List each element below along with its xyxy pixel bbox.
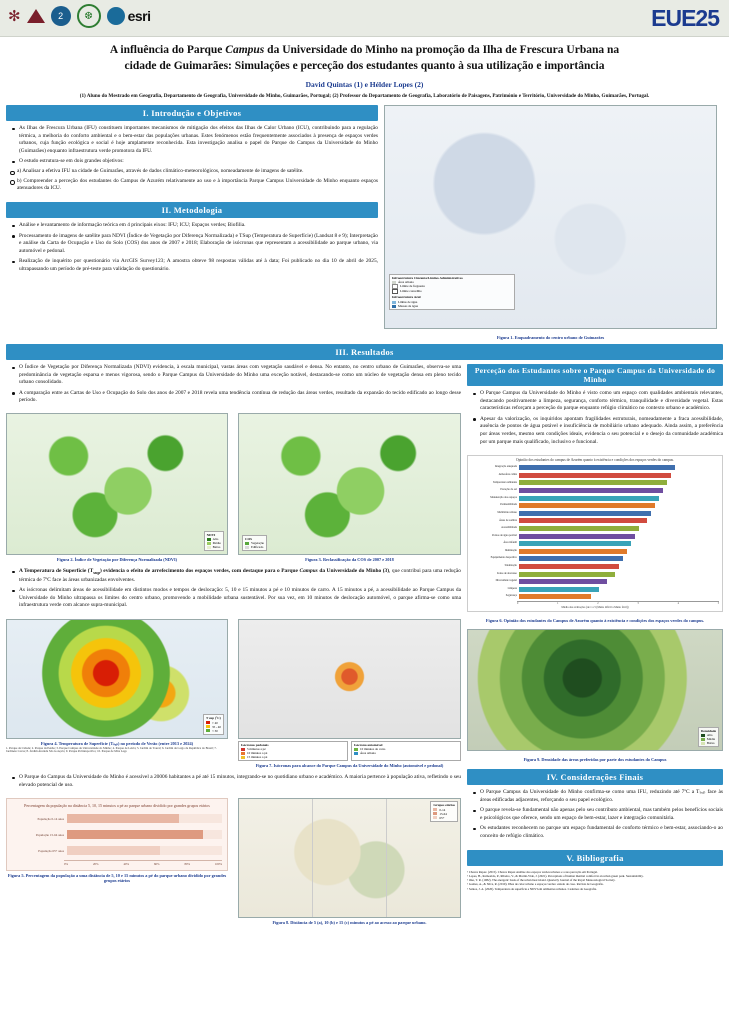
figure-5-chart-title: Percentagem da população na distância 5, 10, 15 minutos a pé ao parque urbano dividido por grandes grupos etários — [24, 802, 210, 808]
dna-logo-icon: ❆ — [77, 4, 101, 28]
top-row — [6, 105, 723, 340]
fig4-fig7-row — [6, 619, 461, 769]
figure-5-chart — [6, 798, 228, 871]
intro-sub-a: a) Analisar a efetiva IFU na cidade de Guimarães, através de dados climático-meteorológicos, nomeadamente de imagens de satélite. — [12, 168, 378, 176]
chart6-row: Iluminação — [471, 548, 719, 555]
metodologia-text — [6, 222, 378, 276]
percecao-bullet-1: O Parque Campus da Universidade do Minho é visto como um espaço com qualidades ambientais relevantes, destacando positivamente a limpeza, segurança, conforto térmico, tranquilidade e diversidade vegetal. Estas características reforçam a perceção do parque enquanto refúgio climático no contexto urbano e académico. — [475, 390, 723, 413]
figure1-column — [384, 105, 717, 340]
figure-2-map — [6, 413, 228, 555]
intro-bullet-2: O estudo estrutura-se em dois grandes objetivos: — [14, 158, 378, 166]
figure-3-legend: COS Vegetação Edificado — [242, 535, 267, 552]
results-bullet-4: As isócronas delimitam áreas de acessibilidade em distintos modos e tempos de deslocação: 5, 10 e 15 minutos a pé e 10 minutos de carro. A 15 minutos a pé, a acessibilidade ao Parque Campus da Universidade do Minho ultrapassa os limites do centro urbano, promovendo a mobilidade urbana sustentável. Por sua vez, em 10 minutos de deslocação automóvel, o parque afirma-se como uma infraestrutura verde com alcance supra-municipal. — [14, 587, 461, 610]
section-intro-header: I. Introdução e Objetivos — [6, 105, 378, 121]
fig5-fig8-row — [6, 798, 461, 925]
section-resultados-header: III. Resultados — [6, 344, 723, 360]
figure-4-map — [6, 619, 228, 739]
left-top-column — [6, 105, 378, 340]
figure-4-block — [6, 619, 228, 769]
biblio-item: • Oke, T. R. (1982). The energetic basis of the urban heat island. Quarterly Journal of the Royal Meteorological Society. — [467, 878, 616, 883]
results-text-mid — [6, 568, 461, 612]
figure-7-caption: Figura 7. Isócronas para alcance do Parque Campus da Universidade do Minho (automóvel e pedonal) — [255, 763, 444, 769]
poster-body — [0, 101, 729, 925]
chart6-row: Equipamento desportivo — [471, 555, 719, 562]
consideracoes-text — [467, 789, 723, 843]
figure-6-caption: Figura 6. Opinião dos estudantes do Campus de Azurém quanto à existência e condições dos espaços verdes do campus. — [485, 618, 705, 624]
chart5-x-axis: 0% 20% 40% 60% 80% 100% — [64, 862, 222, 867]
chart6-row: Mobiliário urbano — [471, 510, 719, 517]
consideracoes-bullet-2: O parque revela-se fundamental não apenas pelo seu contributo ambiental, mas também pelos benefícios sociais e psicológicos que oferece, sendo um espaço de bem-estar, lazer e integração comunitária. — [475, 807, 723, 822]
consideracoes-bullet-3: Os estudantes reconhecem no parque um espaço fundamental de conforto térmico e bem-estar, associando-o ao conceito de refúgio climático. — [475, 825, 723, 840]
chart6-row: Limpeza — [471, 586, 719, 593]
metodologia-bullet-3: Realização de inquérito por questionário via ArcGIS Survey123; A amostra obteve 98 respostas válidas até à data; Foi publicado no dia 10 de abril de 2025, ultrapassando um período de pré-teste para validação do questionário. — [14, 258, 378, 273]
biblio-item: • Santos, J. A. (2020). Temperatura de superfície e NDVI em ambientes urbanos. Cadernos de Geografia. — [467, 886, 597, 891]
figure-9-caption: Figura 9. Densidade das áreas preferidas por parte dos estudantes do Campus — [523, 757, 667, 763]
lab-logo-icon: 2 — [51, 6, 71, 26]
figure-6-chart-title: Opinião dos estudantes do campus de Azurém quanto à existência e condições dos espaços verdes do campus. — [516, 457, 674, 462]
figure-3-map — [238, 413, 461, 555]
page-title: A influência do Parque Campus da Universidade do Minho na promoção da Ilha de Frescura Urbana na cidade de Guimarães: Simulações e perceção dos estudantes quanto à sua utilização e importância — [109, 44, 620, 72]
authors: David Quintas (1) e Hélder Lopes (2) — [305, 80, 424, 90]
chart6-row: Proteção do sol — [471, 487, 719, 494]
results-bullet-5: O Parque do Campus da Universidade do Minho é acessível a 20006 habitantes a pé até 15 minutos, integrando-se no quotidiano urbano e académico. A maioria pertence à população ativa, refletindo o seu elevado potencial de uso. — [14, 774, 461, 789]
chart6-row: Diversidade vegetal — [471, 578, 719, 585]
figure-5-caption: Figura 5. Percentagem da população a uma distância de 5, 10 e 15 minutos a pé do parque urbano dividido por grandes grupos etários — [7, 873, 227, 884]
poster-header — [0, 0, 729, 37]
consideracoes-bullet-1: O Parque Campus da Universidade do Minho confirma-se como uma IFU, reduzindo até 7ºC a Tₛᵤₚ face às áreas edificadas adjacentes, reforçando o seu papel ecológico. — [475, 789, 723, 804]
chart5-row: População 65+ anos — [12, 844, 222, 857]
chart6-row: Zonas de descanso — [471, 571, 719, 578]
chart6-row: Segurança — [471, 593, 719, 600]
chart6-row: Sinalização — [471, 563, 719, 570]
figure-6-chart — [467, 455, 723, 613]
metodologia-bullet-2: Processamento de imagens de satélite para NDVI (Índice de Vegetação por Diferença Normalizada) e TSup (Temperatura de Superfície) (Landsat 8 e 9); Interpretação e análise da Carta de Ocupação e Uso do Solo (COS) dos anos de 2007 e 2018; Elaboração de isócronas que representam a acessibilidade ao parque urbano, via automóvel e pedonal. — [14, 233, 378, 256]
globe-icon — [107, 7, 125, 25]
chart6-x-label: Média das avaliações (de 1 a 5 (Muito difícil a Muito fácil)) — [561, 606, 629, 610]
chart5-row: População 15-64 anos — [12, 828, 222, 841]
chart6-row: Manutenção dos espaços — [471, 495, 719, 502]
chart6-row: Atmosfera calma — [471, 472, 719, 479]
figure-3-block — [238, 413, 461, 562]
results-text-top — [6, 364, 461, 407]
esri-wordmark: esri — [127, 8, 151, 24]
chart6-row: Temperatura ambiente — [471, 479, 719, 486]
logo-strip — [8, 4, 151, 28]
figure-8-caption: Figura 8. Distância de 5 (a), 10 (b) e 15 (c) minutos a pé ao acesso ao parque urbano. — [272, 919, 427, 925]
event-badge: EUE25 — [651, 5, 719, 31]
figure-2-legend: NDVI Alto Médio Baixo — [204, 531, 224, 552]
results-bullet-2: A comparação entre as Cartas de Uso e Ocupação do Solo dos anos de 2007 e 2018 revela uma tendência contínua de redução das áreas verdes, resultado da expansão do tecido edificado ao longo desse período. — [14, 390, 461, 405]
figure-2-block — [6, 413, 228, 562]
university-minho-logo-icon: ✻ — [8, 8, 21, 25]
esri-logo — [107, 7, 151, 25]
figure-7-block — [238, 619, 461, 769]
chart6-row: Permeabilidade — [471, 502, 719, 509]
chart6-row: Acessibilidade — [471, 525, 719, 532]
section-percecao-header: Perceção dos Estudantes sobre o Parque Campus da Universidade do Minho — [467, 364, 723, 386]
biblio-item: • Gomes, A., & Silva, R. (2019). Ilhas de calor urbano e espaços verdes: estudo de caso. Revista de Geografia. — [467, 882, 604, 887]
affiliation: (1) Aluno do Mestrado em Geografia, Departamento de Geografia, Universidade do Minho, Guimarães, Portugal; (2) Professor do Departamento de Geografia, Laboratório de Paisagens, Património e Território, Universidade do Minho, Guimarães, Portugal. — [79, 93, 650, 100]
chart6-row: Área infantil — [471, 540, 719, 547]
figure-3-caption: Figura 3. Reclassificação da COS de 2007 e 2018 — [305, 557, 394, 563]
figure-7-map — [238, 619, 461, 739]
figure-7-legend: Isócronas pedonais 5 minutos a pé 10 minutos a pé 15 minutos a pé Isócrona automóvel 10 minutos de carro Área urbana — [238, 741, 461, 762]
biblio-item: • Lopes, H., Remoaldo, P., Ribeiro, V., & Martín-Vide, J. (2021). Perceptions of human thermal comfort in an urban green park. Sustainability. — [467, 874, 644, 879]
percecao-text — [467, 390, 723, 449]
figure-5-block — [6, 798, 228, 925]
biblio-item: • Chaves Rapaz. (2015). Chaves Rapaz Análise dos espaços verdes urbanos e a sua perceção em Portugal. — [467, 869, 598, 874]
figure-9-map — [467, 629, 723, 751]
results-bullet-1: O Índice de Vegetação por Diferença Normalizada (NDVI) evidencia, à escala municipal, vastas áreas com vegetação saudável e densa. No entanto, no centro urbano de Guimarães, observa-se uma predominância de vegetação esparsa e menos vigorosa, sendo o Parque Campus da Universidade do Minho uma exceção notável, destacando-se como um núcleo de vegetação densa em pleno tecido urbano consolidado. — [14, 364, 461, 387]
chart6-row: Pontos de água potável — [471, 533, 719, 540]
intro-sub-b: b) Compreender a perceção dos estudantes do Campus de Azurém relativamente ao uso e à importância Parque Campus Universidade do Minho enquanto espaços atenuadores da ICU. — [12, 178, 378, 193]
figure-4-footnote: 1. Parque da Cidade; 2. Parque da Penha; 3. Parque Campus da Universidade do Minho; 4. Parque de Leiria; 5. Jardim do Toural; 6. Jardim da Largo da República do Brasil; 7. Jardinete Cavas; 8. Jardim Avenida São Gonçalo; 9. Parque Polidesportivo; 10. Parque de Mira Lago — [6, 745, 217, 754]
title-block — [0, 37, 729, 101]
results-row — [6, 364, 723, 925]
figure-4-legend: T sup (ºC) > 40 35 - 40 < 30 — [203, 714, 224, 735]
results-bullet-3: A Temperatura de Superfície $(T_{sup})$ evidencia o efeito de arrefecimento dos espaços verdes, com destaque para o Parque Campus da Universidade do Minho (3), que contribui para uma redução térmica de 7ºC face às áreas urbanizadas envolventes. — [14, 568, 461, 584]
section-metodologia-header: II. Metodologia — [6, 202, 378, 218]
results-right-column — [467, 364, 723, 925]
chart6-row: Integração adequada — [471, 464, 719, 471]
percecao-bullet-2: Apesar da valorização, os inquiridos apontam fragilidades estruturais, nomeadamente a fraca acessibilidade, ausência de pontos de água potável e insuficiência de mobiliário urbano adequado. Ainda assim, a preferência por áreas verdes, mesmo sem condições ideais, evidencia o seu potencial e o desejo da comunidade académica por um parque mais qualificado, inclusivo e funcional. — [475, 416, 723, 447]
figure-1-caption: Figura 1. Enquadramento do centro urbano de Guimarães — [496, 335, 605, 341]
fig2-fig3-row — [6, 413, 461, 562]
chart5-row: População 0-14 anos — [12, 812, 222, 825]
figure-8-block — [238, 798, 461, 925]
section-consideracoes-header: IV. Considerações Finais — [467, 769, 723, 785]
figure-4-caption: Figura 4. Temperatura de Superfície (Tₛᵤₚ) no período de Verão (entre 2013 e 2024) — [40, 740, 194, 746]
triangle-logo-icon — [27, 9, 45, 23]
figure-9-legend: Densidade Alta Média Baixa — [698, 727, 719, 748]
results-text-bottom — [6, 774, 461, 792]
metodologia-bullet-1: Análise e levantamento de informação teórica em 4 principais eixos: IFU; ICU; Espaços verdes; Biofilia. — [14, 222, 378, 230]
chart6-row: Áreas de sombra — [471, 517, 719, 524]
figure-2-caption: Figura 2. Índice de Vegetação por Diferença Normalizada (NDVI) — [56, 557, 178, 563]
figure-1-legend: Infraestrutura Cinzenta/Limites Administrativos Área urbana Limite de freguesia Limite concelhio Infraestrutura Azul Linhas de água Massas de água — [389, 274, 515, 310]
bibliography-list — [467, 870, 723, 891]
section-bibliografia-header: V. Bibliografia — [467, 850, 723, 866]
results-left-column — [6, 364, 461, 925]
figure-1-map — [384, 105, 717, 329]
intro-bullet-1: As Ilhas de Frescura Urbana (IFU) constituem importantes mecanismos de mitigação dos efeitos das Ilhas de Calor Urbano (ICU), contribuindo para a regulação térmica, a melhoria do conforto ambiental e o bem-estar das populações urbanas. Estes fenómenos estão frequentemente associados à presença de espaços verdes urbanos, cuja função ecológica e social é hoje amplamente reconhecida. Esta investigação analisa o papel do Parque do Campus da Universidade do Minho (Guimarães) enquanto infraestrutura verde promotora da IFU. — [14, 125, 378, 156]
figure-8-map: Grupos etários 0-14 15-64 65+ — [238, 798, 461, 918]
intro-text — [6, 125, 378, 194]
chart6-x-axis: 0 1 2 3 4 5 — [517, 602, 719, 606]
